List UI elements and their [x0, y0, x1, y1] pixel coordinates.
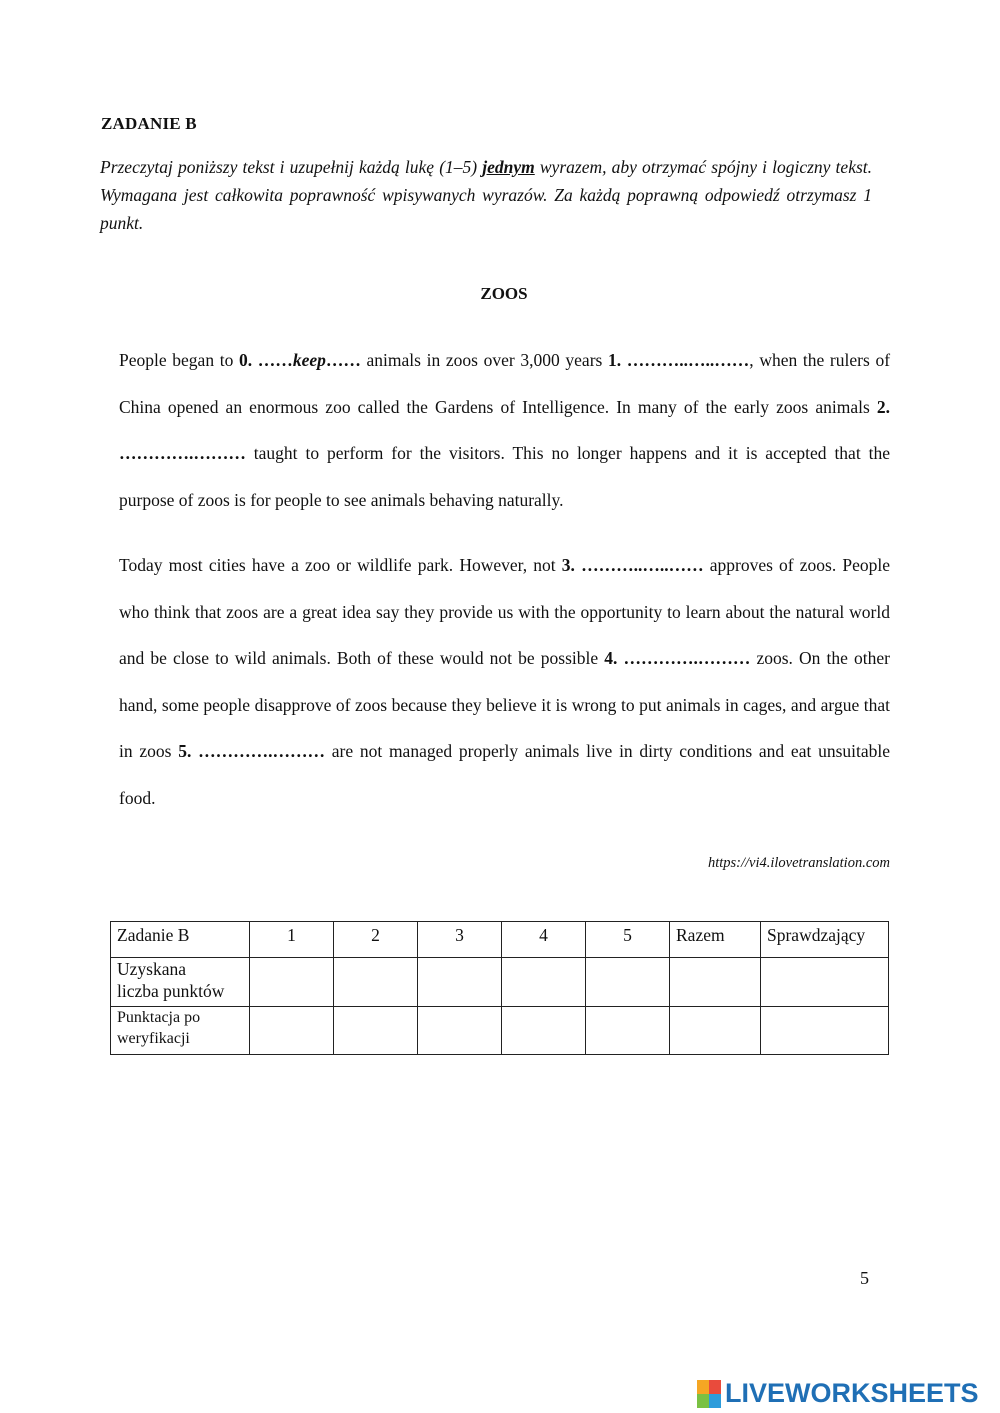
table-header-row [111, 922, 889, 958]
text-segment: , when the rulers of China opened an enormous zoo called the Gardens of Intelligence. In many of the early zoos animals [119, 350, 891, 417]
text-segment: approves of zoos. People who think that zoos are a great idea say they provide us with the opportunity to learn about the natural world and be close to wild animals. Both of these would not be possible [119, 555, 890, 668]
score-cell[interactable] [586, 1007, 670, 1055]
page-number: 5 [860, 1268, 869, 1288]
gap-1-input[interactable]: 1. ………..…..…… [608, 350, 750, 370]
gap-0-dots: …… [325, 350, 361, 370]
task-heading: ZADANIE B [101, 114, 197, 133]
article-paragraph-2 [119, 542, 890, 821]
label-line: Uzyskana [117, 959, 187, 979]
logo-square [697, 1380, 709, 1394]
score-cell[interactable] [250, 958, 334, 1007]
task-instruction [100, 153, 872, 237]
logo-icon [697, 1380, 721, 1408]
table-cell: 3 [418, 922, 502, 958]
table-row [111, 958, 889, 1007]
article-title: ZOOS [480, 284, 528, 303]
score-cell[interactable] [334, 958, 418, 1007]
gap-0-dots: …… [252, 350, 293, 370]
table-cell: 2 [334, 922, 418, 958]
score-cell[interactable] [761, 958, 889, 1007]
text-segment: zoos. On the other hand, some people disapprove of zoos because they believe it is wrong to put animals in cages, and argue that in zoos [119, 648, 890, 761]
instruction-text-1: Przeczytaj poniższy tekst i uzupełnij każdą lukę (1–5) [100, 157, 483, 177]
table-row [111, 1007, 889, 1055]
liveworksheets-logo[interactable] [697, 1378, 979, 1409]
logo-square [709, 1380, 721, 1394]
instruction-text-2: wyrazem, aby otrzymać spójny i logiczny tekst. Wymagana jest całkowita poprawność wpisywanych wyrazów. Za każdą poprawną odpowiedź otrzymasz 1 punkt. [100, 157, 873, 233]
text-segment: taught to perform for the visitors. This no longer happens and it is accepted that the purpose of zoos is for people to see animals behaving naturally. [119, 443, 890, 510]
gap-2-input[interactable]: 2. ………….……… [119, 396, 890, 463]
text-segment: Today most cities have a zoo or wildlife park. However, not [119, 555, 562, 575]
article-paragraph-1 [119, 337, 890, 523]
logo-square [697, 1394, 709, 1408]
score-cell[interactable] [334, 1007, 418, 1055]
table-cell: 4 [502, 922, 586, 958]
label-line: Punktacja po [117, 1009, 201, 1026]
score-cell[interactable] [670, 1007, 761, 1055]
score-cell[interactable] [502, 958, 586, 1007]
table-cell: Sprawdzający [761, 922, 889, 958]
score-cell[interactable] [586, 958, 670, 1007]
gap-4-input[interactable]: 4. ………….……… [604, 648, 751, 668]
table-cell: 1 [250, 922, 334, 958]
gap-0-number: 0. [239, 350, 253, 370]
logo-text: LIVEWORKSHEETS [725, 1378, 979, 1408]
gap-0-example [239, 350, 361, 370]
row-label-verification [111, 1007, 250, 1055]
label-line: weryfikacji [117, 1030, 190, 1047]
score-cell[interactable] [502, 1007, 586, 1055]
text-segment: animals in zoos over 3,000 years [360, 350, 608, 370]
text-segment: People began to [119, 350, 240, 370]
gap-3-input[interactable]: 3. ………..…..…… [561, 555, 704, 575]
table-cell: Razem [670, 922, 761, 958]
instruction-emphasis: jednym [482, 157, 535, 177]
gap-0-answer: keep [292, 350, 326, 370]
text-segment: are not managed properly animals live in dirty conditions and eat unsuitable food. [119, 741, 890, 808]
label-line: liczba punktów [117, 981, 225, 1001]
gap-5-input[interactable]: 5. ………….……… [178, 741, 325, 761]
score-table [110, 921, 889, 1055]
score-cell[interactable] [418, 958, 502, 1007]
table-cell: Zadanie B [111, 922, 250, 958]
table-cell: 5 [586, 922, 670, 958]
source-link: https://vi4.ilovetranslation.com [707, 855, 890, 871]
row-label-points [111, 958, 250, 1007]
logo-square [709, 1394, 721, 1408]
score-cell[interactable] [250, 1007, 334, 1055]
score-cell[interactable] [418, 1007, 502, 1055]
score-cell[interactable] [670, 958, 761, 1007]
score-cell[interactable] [761, 1007, 889, 1055]
